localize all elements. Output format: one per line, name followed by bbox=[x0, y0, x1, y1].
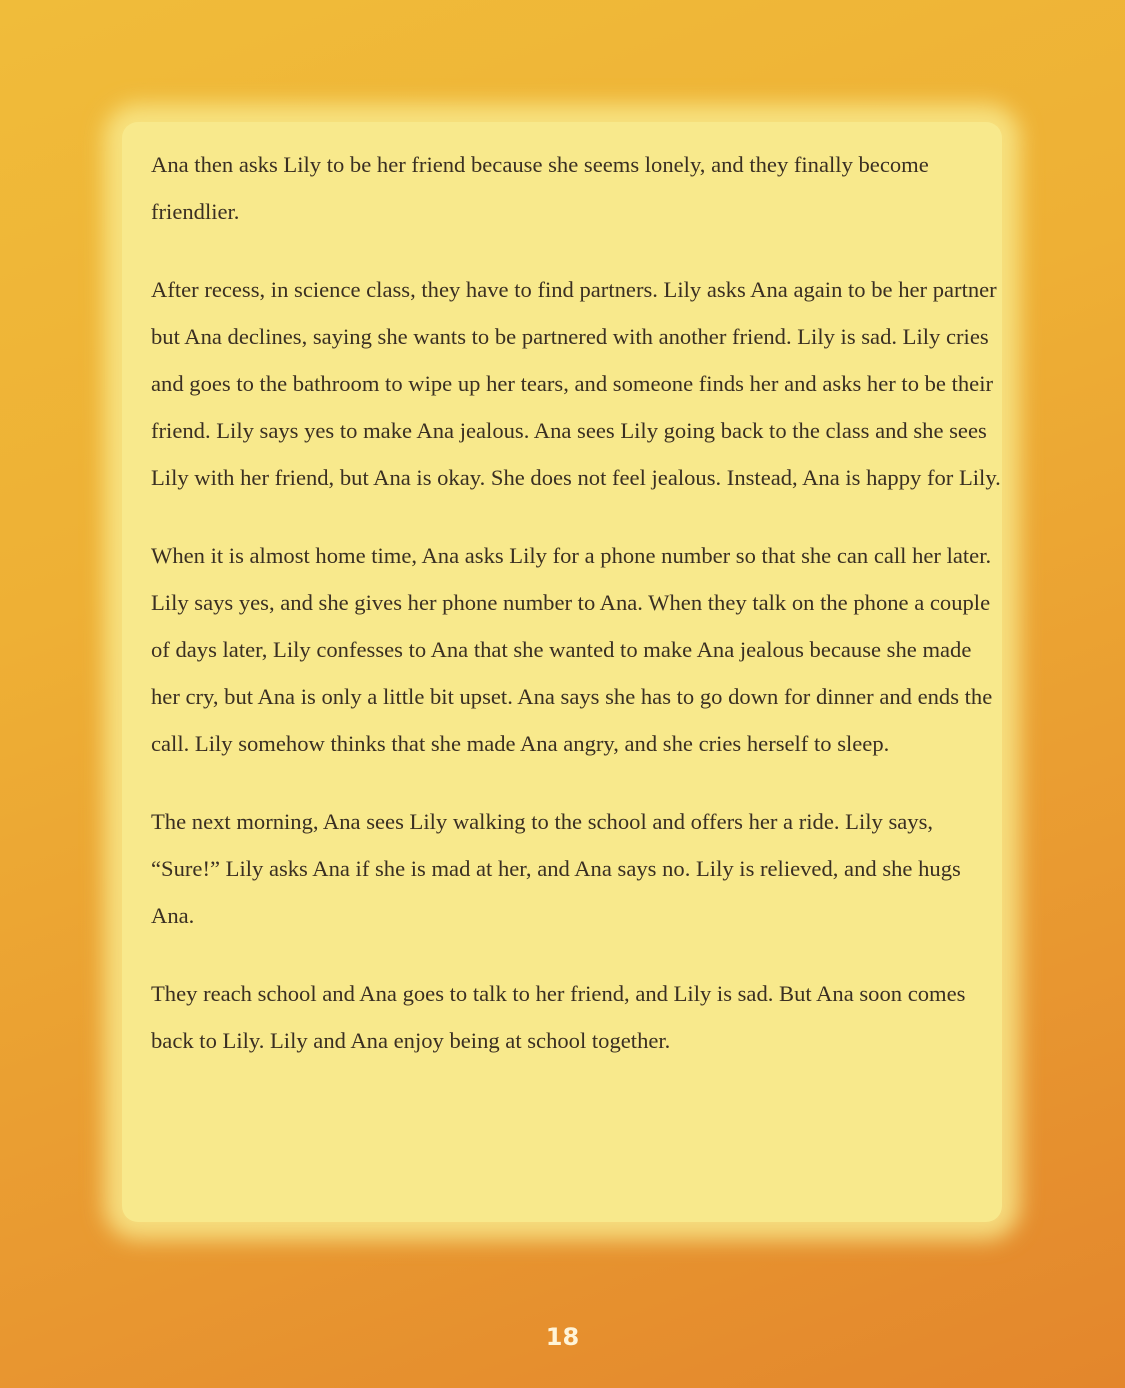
story-paragraph-4: The next morning, Ana sees Lily walking to the school and offers her a ride. Lily says, “Sure!” Lily asks Ana if she is mad at her, and Ana says no. Lily is relieved, and she hugs Ana. bbox=[151, 809, 961, 928]
page-number: 18 bbox=[545, 1323, 580, 1351]
story-paragraph-1: Ana then asks Lily to be her friend because she seems lonely, and they finally become friendlier. bbox=[151, 152, 929, 224]
story-text bbox=[151, 141, 1001, 1095]
story-paragraph-2: After recess, in science class, they have to find partners. Lily asks Ana again to be her partner but Ana declines, saying she wants to be partnered with another friend. Lily is sad. Lily cries and goes to the bathroom to wipe up her tears, and someone finds her and asks her to be their friend. Lily says yes to make Ana jealous. Ana sees Lily going back to the class and she sees Lily with her friend, but Ana is okay. She does not feel jealous. Instead, Ana is happy for Lily. bbox=[151, 277, 1001, 490]
story-paragraph-3: When it is almost home time, Ana asks Lily for a phone number so that she can call her later. Lily says yes, and she gives her phone number to Ana. When they talk on the phone a couple of days later, Lily confesses to Ana that she wanted to make Ana jealous because she made her cry, but Ana is only a little bit upset. Ana says she has to go down for dinner and ends the call. Lily somehow thinks that she made Ana angry, and she cries herself to sleep. bbox=[151, 543, 993, 756]
story-paragraph-5: They reach school and Ana goes to talk to her friend, and Lily is sad. But Ana soon comes back to Lily. Lily and Ana enjoy being at school together. bbox=[151, 981, 966, 1053]
